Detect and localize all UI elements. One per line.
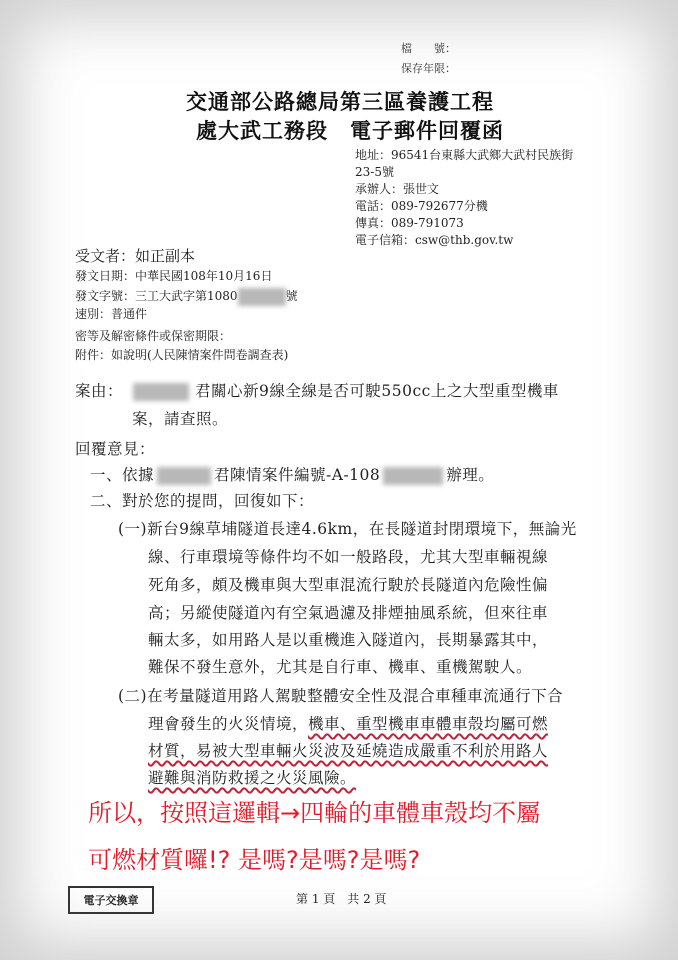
recipient: 受文者：如正副本 bbox=[75, 247, 196, 265]
sub1-line2: 線、行車環境等條件均不如一般路段，尤其大型車輛視線 bbox=[148, 548, 549, 566]
fax: 傳真：089-791073 bbox=[355, 216, 464, 230]
phone: 電話：089-792677分機 bbox=[355, 199, 488, 213]
reply-item2: 二、對於您的提問，回復如下： bbox=[90, 492, 315, 510]
reply-item1-prefix: 一、依據 bbox=[90, 466, 155, 484]
address-line1: 地址：96541台東縣大武鄉大武村民族街 bbox=[355, 148, 574, 162]
sub2-line4-underlined: 避難與消防救援之火災風險。 bbox=[148, 769, 357, 787]
sub2-line2-underlined: 機車、重型機車車體車殼均屬可燃 bbox=[308, 715, 549, 733]
sub1-line1: (一)新台9線草埔隧道長達4.6km，在長隧道封閉環境下，無論光 bbox=[118, 520, 577, 538]
exchange-stamp: 電子交換章 bbox=[68, 886, 154, 914]
sub2-line2-a: 理會發生的火災情境， bbox=[148, 715, 309, 733]
subject-text1: 君關心新9線全線是否可駛550cc上之大型重型機車 bbox=[195, 382, 559, 400]
redaction bbox=[383, 467, 443, 485]
sub2-line3-underlined: 材質，易被大型車輛火災波及延燒造成嚴重不利於用路人 bbox=[148, 742, 549, 760]
annotation-line1: 所以，按照這邏輯→四輪的車體車殼均不屬 bbox=[88, 799, 541, 827]
sub1-line6: 難保不發生意外，尤其是自行車、機車、重機駕駛人。 bbox=[148, 658, 533, 676]
sub2-line1: (二)在考量隧道用路人駕駛整體安全性及混合車種車流通行下合 bbox=[118, 687, 564, 705]
sub2-line3 bbox=[148, 739, 548, 761]
subject-label: 案由： bbox=[75, 382, 124, 400]
issue-date: 發文日期：中華民國108年10月16日 bbox=[75, 269, 273, 283]
sub1-line3: 死角多，頗及機車與大型車混流行駛於長隧道內危險性偏 bbox=[148, 576, 549, 594]
file-number-label: 檔 號： bbox=[401, 42, 456, 55]
speed: 速別：普通件 bbox=[75, 307, 148, 321]
doc-title-line1: 交通部公路總局第三區養護工程 bbox=[186, 89, 494, 114]
page-number: 第 1 頁 共 2 頁 bbox=[296, 892, 387, 906]
redaction bbox=[157, 467, 211, 485]
email: 電子信箱：csw@thb.gov.tw bbox=[355, 233, 514, 247]
doc-number-suffix: 號 bbox=[285, 289, 298, 303]
attachment: 附件：如說明(人民陳情案件問卷調查表) bbox=[75, 348, 289, 362]
doc-title-line2: 處大武工務段 電子郵件回覆函 bbox=[196, 118, 504, 143]
sub1-line5: 輛太多，如用路人是以重機進入隧道內，長期暴露其中， bbox=[148, 631, 549, 649]
reply-item1-mid: 君陳情案件編號-A-108 bbox=[214, 466, 381, 484]
reply-item1 bbox=[90, 463, 494, 485]
redaction bbox=[133, 383, 189, 401]
reply-label: 回覆意見： bbox=[75, 440, 156, 458]
sub2-line4 bbox=[148, 766, 356, 788]
subject-line2: 案，請查照。 bbox=[132, 410, 229, 428]
doc-number bbox=[75, 287, 298, 306]
sub1-line4: 高；另縱使隧道內有空氣過濾及排煙抽風系統，但來往車 bbox=[148, 604, 549, 622]
handler: 承辦人：張世文 bbox=[355, 182, 440, 196]
subject-line1 bbox=[75, 379, 559, 401]
secrecy: 密等及解密條件或保密期限： bbox=[75, 329, 232, 343]
sub2-line2 bbox=[148, 712, 548, 734]
annotation-line2: 可燃材質囉!? 是嗎?是嗎?是嗎? bbox=[88, 846, 421, 874]
retention-label: 保存年限： bbox=[401, 62, 456, 75]
reply-item1-end: 辦理。 bbox=[446, 466, 495, 484]
redaction bbox=[238, 288, 286, 306]
doc-number-prefix: 發文字號：三工大武字第1080 bbox=[75, 289, 238, 303]
address-line2: 23-5號 bbox=[355, 165, 394, 179]
